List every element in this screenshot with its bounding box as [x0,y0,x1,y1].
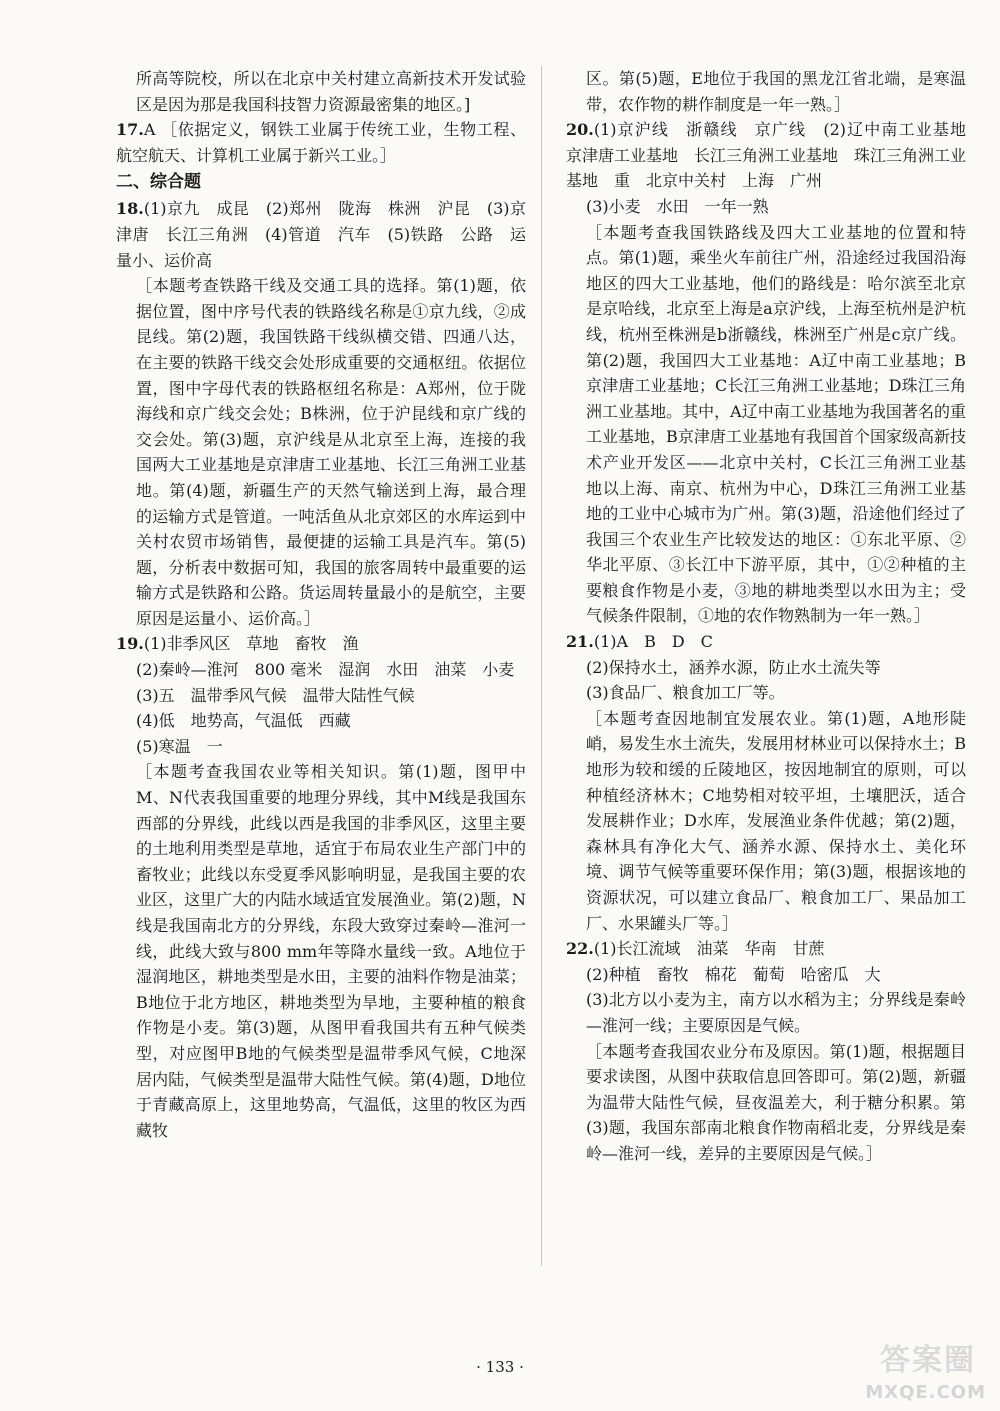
q19-continuation: 区。第(5)题，E地位于我国的黑龙江省北端，是寒温带，农作物的耕作制度是一年一熟。］ [586,69,966,114]
q19-explanation: ［本题考查我国农业等相关知识。第(1)题，图甲中M、N代表我国重要的地理分界线，其中M线是我国东西部的分界线，此线以西是我国的非季风区，这里主要的土地利用类型是草地，适宜于布局农业生产部门中的畜牧业；此线以东受夏季风影响明显，是我国主要的农业区，这里广大的内陆水域适宜发展渔业。第(2)题，N线是我国南北方的分界线，东段大致穿过秦岭—淮河一线，此线大致与800 mm年等降水量线一致。A地位于湿润地区，耕地类型是水田，主要的油料作物是油菜；B地位于北方地区，耕地类型为旱地，主要种植的粮食作物是小麦。第(3)题，从图甲看我国共有五种气候类型，对应图甲B地的气候类型是温带季风气候，C地深居内陆，气候类型是温带大陆性气候。第(4)题，D地位于青藏高原上，这里地势高，气温低，这里的牧区为西藏牧 [136,762,526,1140]
q18-answer-text: (1)京九 成昆 (2)郑州 陇海 株洲 沪昆 (3)京津唐 长江三角洲 (4)管道 汽车 (5)铁路 公路 运量小、运价高 [116,199,526,270]
q22-line1 [566,936,966,962]
right-column [566,66,983,1167]
q17 [116,117,526,168]
q19-line4: (4)低 地势高，气温低 西藏 [136,711,351,731]
q19-line2: (2)秦岭—淮河 800 毫米 湿润 水田 油菜 小麦 [136,660,515,680]
q21-line1 [566,629,966,655]
q20-explanation: ［本题考查我国铁路线及四大工业基地的位置和特点。第(1)题，乘坐火车前往广州，沿途经过我国沿海地区的四大工业基地，他们的路线是：哈尔滨至北京是京哈线，北京至上海是a京沪线，上海至杭州是沪杭线，杭州至株洲是b浙赣线，株洲至广州是c京广线。第(2)题，我国四大工业基地：A辽中南工业基地；B京津唐工业基地；C长江三角洲工业基地；D珠江三角洲工业基地。其中，A辽中南工业基地为我国著名的重工业基地，B京津唐工业基地有我国首个国家级高新技术产业开发区——北京中关村，C长江三角洲工业基地以上海、南京、杭州为中心，D珠江三角洲工业基地的工业中心城市为广州。第(3)题，沿途他们经过了我国三个农业生产比较发达的地区：①东北平原、②华北平原、③长江中下游平原，其中，①②种植的主要粮食作物是小麦，③地的耕地类型以水田为主；受气候条件限制，①地的农作物熟制为一年一熟。］ [586,222,966,626]
watermark-url: MXQE.COM [865,1382,986,1403]
q21-number: 21. [566,632,594,652]
q20-answer [566,117,983,194]
q22-line2: (2)种植 畜牧 棉花 葡萄 哈密瓜 大 [586,964,881,984]
q18-answer [116,196,526,273]
q19-line5: (5)寒温 一 [136,736,223,756]
q21-line3: (3)食品厂、粮食加工厂等。 [586,683,785,703]
q17-number: 17. [116,120,144,140]
q20-number: 20. [566,120,594,140]
q22-explanation: ［本题考查我国农业分布及原因。第(1)题，根据题目要求读图，从图中获取信息回答即可。第(2)题，新疆为温带大陆性气候，昼夜温差大，利于糖分积累。第(3)题，我国东部南北粮食作物南稻北麦，分界线是秦岭—淮河一线，差异的主要原因是气候。］ [586,1041,966,1163]
q20-line3: (3)小麦 水田 一年一熟 [586,196,769,216]
q18-number: 18. [116,199,144,219]
q19-line3: (3)五 温带季风气候 温带大陆性气候 [136,685,415,705]
watermark-logo [836,1333,986,1403]
q21-line2: (2)保持水土，涵养水源，防止水土流失等 [586,657,881,677]
q22-l1: (1)长江流域 油菜 华南 甘蔗 [593,939,825,959]
q21-explanation: ［本题考查因地制宜发展农业。第(1)题，A地形陡峭，易发生水土流失，发展用材林业可以保持水土；B地形为较和缓的丘陵地区，按因地制宜的原则，可以种植经济林木；C地势相对较平坦，土壤肥沃，适合发展耕作业；D水库，发展渔业条件优越；第(2)题，森林具有净化大气、涵养水源、保持水土、美化环境、调节气候等重要环保作用；第(3)题，根据该地的资源状况，可以建立食品厂、粮食加工厂、果品加工厂、水果罐头厂等。］ [586,708,966,933]
page-number: · 133 · [476,1358,524,1376]
q19-l1: (1)非季风区 草地 畜牧 渔 [143,634,359,654]
q20-answer-text: (1)京沪线 浙赣线 京广线 (2)辽中南工业基地 京津唐工业基地 长江三角洲工业基地 珠江三角洲工业基地 重 北京中关村 上海 广州 [566,120,983,191]
column-divider [541,66,542,1266]
left-column [116,66,526,1143]
q22-line3: (3)北方以小麦为主，南方以水稻为主；分界线是秦岭—淮河一线；主要原因是气候。 [586,990,966,1035]
q19-number: 19. [116,634,144,654]
q17-text: A ［依据定义，钢铁工业属于传统工业，生物工程、航空航天、计算机工业属于新兴工业。］ [116,120,526,165]
q21-l1: (1)A B D C [593,632,713,652]
watermark-title: 答案圈 [880,1343,976,1378]
q16-continuation: 所高等院校，所以在北京中关村建立高新技术开发试验区是因为那是我国科技智力资源最密集的地区。] [136,69,526,114]
q19-line1 [116,631,526,657]
section-heading: 二、综合题 [116,172,201,193]
q22-number: 22. [566,939,594,959]
q18-explanation: ［本题考查铁路干线及交通工具的选择。第(1)题，依据位置，图中序号代表的铁路线名称是①京九线，②成昆线。第(2)题，我国铁路干线纵横交错、四通八达，在主要的铁路干线交会处形成重要的交通枢纽。依据位置，图中字母代表的铁路枢纽名称是：A郑州，位于陇海线和京广线交会处；B株洲，位于沪昆线和京广线的交会处。第(3)题，京沪线是从北京至上海，连接的我国两大工业基地是京津唐工业基地、长江三角洲工业基地。第(4)题，新疆生产的天然气输送到上海，最合理的运输方式是管道。一吨活鱼从北京郊区的水库运到中关村农贸市场销售，最便捷的运输工具是汽车。第(5)题，分析表中数据可知，我国的旅客周转中最重要的运输方式是铁路和公路。货运周转量最小的是航空，主要原因是运量小、运价高。］ [136,276,526,628]
